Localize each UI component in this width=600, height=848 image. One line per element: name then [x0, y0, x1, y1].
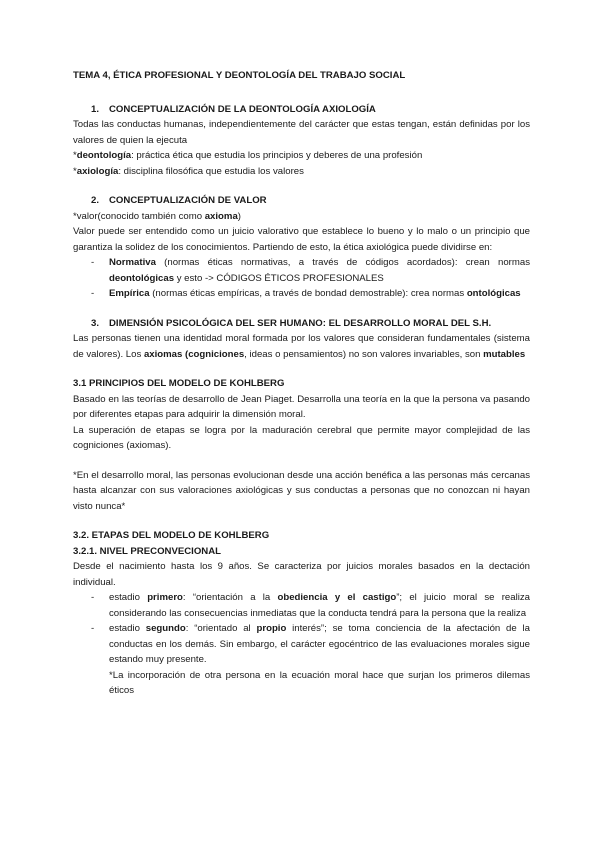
list-item-empirica: [73, 286, 530, 302]
term-normativa: Normativa: [109, 257, 156, 268]
definition-deontologia: *deontología: práctica ética que estudia los principios y deberes de una profesión: [73, 150, 423, 161]
definition-deontologia-text: : práctica ética que estudia los principios y deberes de una profesión: [131, 150, 423, 161]
estadio-2-note: *La incorporación de otra persona en la ecuación moral hace que surjan los primeros dilemas éticos: [109, 669, 530, 696]
definition-axiologia: *axiología: disciplina filosófica que estudia los valores: [73, 165, 304, 177]
section-3-text-a: Las personas tienen una identidad moral formada por los valores que consideran fundamentales (sistema de valores). Los: [73, 333, 530, 360]
estadio-1-text-e: ”; el juicio moral se realiza considerando las consecuencias inmediatas que la conducta tendrá para la persona que la realiza: [109, 592, 530, 619]
estadio-2-text-c: : “orientado al: [185, 623, 257, 634]
term-empirica: Empírica: [109, 288, 150, 299]
section-3-2-1-paragraph: Desde el nacimiento hasta los 9 años. Se caracteriza por juicios morales basados en la dectación individual.: [73, 561, 530, 588]
term-deontologicas: deontológicas: [109, 272, 175, 284]
term-propio: propio: [256, 623, 287, 634]
normativa-text: (normas éticas normativas, a través de códigos acordados): crean normas: [155, 257, 530, 268]
empirica-text: (normas éticas empíricas, a través de bondad demostrable): crea normas: [149, 288, 467, 299]
term-segundo: segundo: [145, 623, 186, 634]
term-mutables: mutables: [483, 348, 526, 360]
section-1-number: 1.: [91, 103, 100, 115]
estadio-1-text-c: : “orientación a la: [182, 592, 278, 603]
estadio-1-text-a: estadio: [109, 592, 148, 603]
section-2-number: 2.: [91, 195, 100, 206]
term-axiologia: axiología: [76, 165, 119, 177]
section-3-1-note: *En el desarrollo moral, las personas evolucionan desde una acción benéfica a las personas más cercanas hasta alcanzar con sus valoraciones axiológicas y sus conductas a personas que no conozcan ni hayan visto nunca*: [73, 469, 530, 512]
etica-types-list: [73, 255, 530, 302]
list-item-estadio-primero: [73, 590, 530, 621]
term-deontologia: deontología: [76, 150, 132, 161]
section-1-title: CONCEPTUALIZACIÓN DE LA DEONTOLOGÍA AXIOLOGÍA: [109, 103, 376, 115]
section-3-paragraph: [73, 331, 530, 362]
term-axioma: axioma: [204, 210, 238, 222]
valor-definition-post: ): [237, 210, 241, 222]
definition-axiologia-text: : disciplina filosófica que estudia los valores: [118, 165, 304, 177]
list-item-normativa: [73, 255, 530, 286]
term-primero: primero: [147, 592, 183, 603]
term-axiomas-cogniciones: axiomas (cogniciones: [143, 348, 245, 360]
section-3-1-heading: 3.1 PRINCIPIOS DEL MODELO DE KOHLBERG: [73, 378, 285, 389]
valor-definition: [73, 209, 530, 225]
section-3-number: 3.: [91, 317, 100, 329]
section-3-1-paragraph-2: La superación de etapas se logra por la maduración cerebral que permite mayor complejidad de las cogniciones (axiomas).: [73, 424, 530, 451]
estadio-2-text-a: estadio: [109, 623, 146, 634]
section-2-heading: [73, 193, 530, 209]
document-page: [73, 68, 530, 699]
term-obediencia-castigo: obediencia y el castigo: [277, 592, 397, 603]
valor-definition-pre: *valor(conocido también como: [73, 210, 205, 222]
estadio-2-text-e: interés”; se toma conciencia de la afectación de la conductas en los demás. Sin embargo, el carácter egocéntrico de las evaluaciones morales sigue estando muy presente.: [109, 623, 530, 665]
section-2-title: CONCEPTUALIZACIÓN DE VALOR: [109, 195, 267, 206]
section-3-title: DIMENSIÓN PSICOLÓGICA DEL SER HUMANO: EL DESARROLLO MORAL DEL S.H.: [109, 317, 492, 329]
document-title: TEMA 4, ÉTICA PROFESIONAL Y DEONTOLOGÍA DEL TRABAJO SOCIAL: [73, 70, 406, 81]
term-ontologicas: ontológicas: [466, 288, 521, 299]
section-3-2-heading: 3.2. ETAPAS DEL MODELO DE KOHLBERG: [73, 530, 270, 541]
section-3-2-1-heading: 3.2.1. NIVEL PRECONVECIONAL: [73, 545, 222, 557]
section-3-text-c: , ideas o pensamientos) no son valores invariables, son: [244, 348, 484, 360]
section-3-1-paragraph-1: Basado en las teorías de desarrollo de Jean Piaget. Desarrolla una teoría en la que la persona va pasando por diferentes etapas para adquirir la dimensión moral.: [73, 393, 530, 420]
section-3-heading: [73, 316, 530, 332]
section-2-paragraph: Valor puede ser entendido como un juicio valorativo que establece lo bueno y lo malo o un principio que garantiza la solidez de los conocimientos. Partiendo de esto, la ética axiológica puede dividirse en:: [73, 226, 530, 253]
section-1-intro: Todas las conductas humanas, independientemente del carácter que estas tengan, están definidas por los valores de quien la ejecuta: [73, 119, 530, 146]
normativa-tail: y esto -> CÓDIGOS ÉTICOS PROFESIONALES: [174, 272, 384, 284]
section-1-heading: [73, 102, 530, 118]
estadios-list: [73, 590, 530, 668]
list-item-estadio-segundo: [73, 621, 530, 668]
